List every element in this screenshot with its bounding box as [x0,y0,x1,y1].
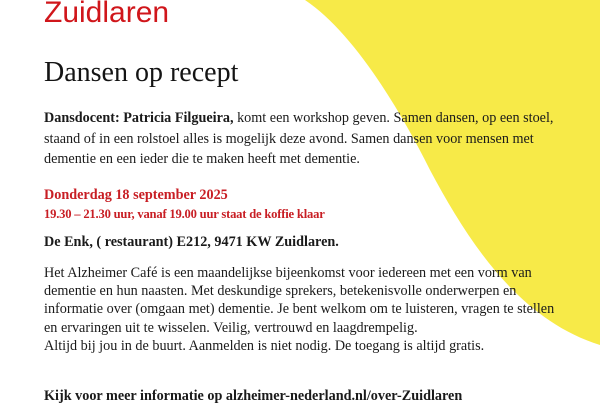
event-intro [44,108,564,170]
about-paragraph [44,264,569,355]
intro-text: komt een workshop geven. Samen dansen, op een stoel, staand of in een rolstoel alles is mogelijk deze avond. Samen dansen voor mensen met dementie en een ieder die te maken heeft met dementie. [44,110,554,167]
instructor-label: Dansdocent: Patricia Filgueira, [44,110,234,126]
event-title: Dansen op recept [44,57,239,88]
brand-name: Zuidlaren [44,0,170,29]
about-text: Het Alzheimer Café is een maandelijkse bijeenkomst voor iedereen met een vorm van dementie en hun naasten. Met deskundige sprekers, betekenisvolle onderwerpen en informatie over (omgaan met) dementie. Je bent welkom om te luisteren, vragen te stellen en ervaringen uit te wisselen. Veilig, vertrouwd en laagdrempelig. [44,265,555,336]
event-date: Donderdag 18 september 2025 [44,187,228,203]
event-location: De Enk, ( restaurant) E212, 9471 KW Zuidlaren. [44,234,339,250]
event-time: 19.30 – 21.30 uur, vanaf 19.00 uur staat de koffie klaar [44,207,325,221]
about-closing: Altijd bij jou in de buurt. Aanmelden is niet nodig. De toegang is altijd gratis. [44,337,485,354]
footer-info: Kijk voor meer informatie op alzheimer-nederland.nl/over-Zuidlaren [44,388,463,404]
